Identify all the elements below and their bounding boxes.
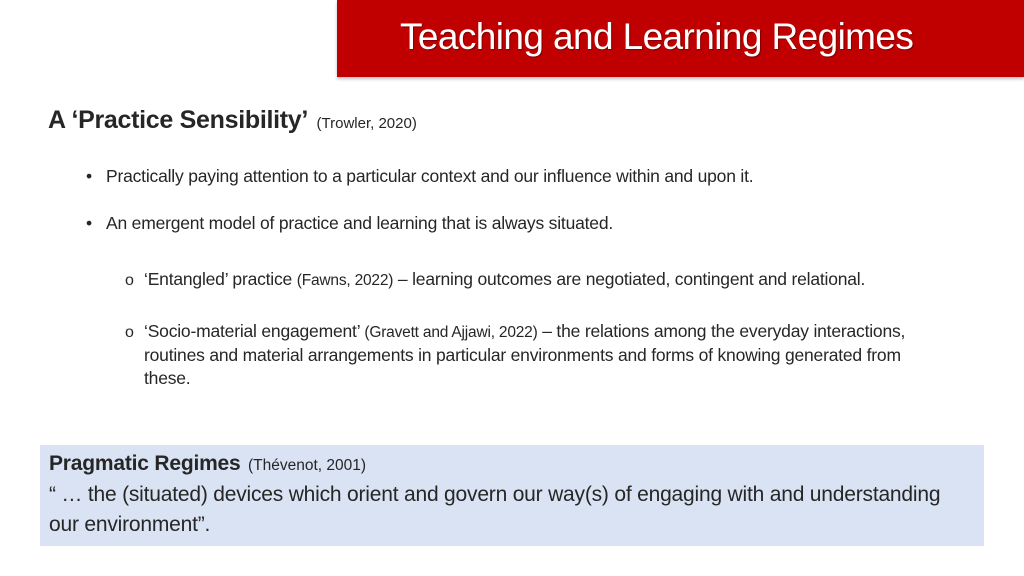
sub-bullet-citation: (Gravett and Ajjawi, 2022) — [364, 324, 538, 341]
callout-quote: “ … the (situated) devices which orient and govern our way(s) of engaging with and understanding our environment”. — [49, 483, 941, 536]
bullet-marker: • — [86, 166, 92, 186]
callout-title: Pragmatic Regimes — [49, 452, 241, 475]
section-heading-citation: (Trowler, 2020) — [316, 115, 417, 132]
callout-heading — [49, 452, 366, 476]
bullet-marker: • — [86, 213, 92, 233]
slide-title: Teaching and Learning Regimes — [400, 16, 914, 57]
sub-bullet-term: ‘Socio-material engagement’ — [144, 321, 360, 341]
sub-bullet-citation: (Fawns, 2022) — [296, 272, 394, 289]
title-banner — [337, 0, 1024, 77]
bullet-text: Practically paying attention to a particular context and our influence within and upon it. — [106, 166, 754, 186]
sub-bullet-item — [125, 268, 995, 292]
bullet-item — [86, 166, 753, 187]
sub-bullet-text: – learning outcomes are negotiated, contingent and relational. — [397, 269, 866, 289]
callout-citation: (Thévenot, 2001) — [247, 457, 367, 474]
sub-bullet-marker: o — [125, 272, 134, 289]
section-heading-text: A ‘Practice Sensibility’ — [48, 106, 309, 134]
sub-bullet-marker: o — [125, 324, 134, 341]
section-heading — [48, 106, 417, 135]
sub-bullet-text: – the relations among the everyday interactions, routines and material arrangements in particular environments and forms of knowing generated from these. — [144, 321, 906, 388]
bullet-item — [86, 213, 613, 234]
sub-bullet-item — [125, 320, 925, 390]
pragmatic-regimes-callout — [40, 445, 984, 546]
sub-bullet-term: ‘Entangled’ practice — [144, 269, 293, 289]
bullet-text: An emergent model of practice and learning that is always situated. — [106, 213, 614, 233]
